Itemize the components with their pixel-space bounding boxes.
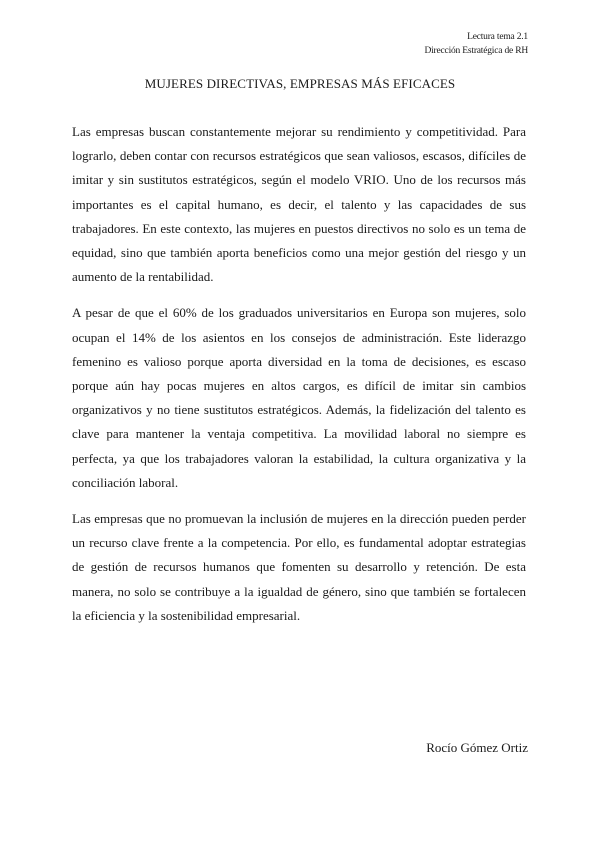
document-body <box>72 120 526 640</box>
header-course-line: Lectura tema 2.1 <box>467 32 528 42</box>
paragraph-3: Las empresas que no promuevan la inclusión de mujeres en la dirección pueden perder un recurso clave frente a la competencia. Por ello, es fundamental adoptar estrategias de gestión de recursos humanos que fomenten su desarrollo y retención. De esta manera, no solo se contribuye a la igualdad de género, sino que también se fortalecen la eficiencia y la sostenibilidad empresarial. <box>72 511 526 623</box>
page-header <box>424 30 528 58</box>
header-subject-line: Dirección Estratégica de RH <box>424 46 528 56</box>
paragraph-2: A pesar de que el 60% de los graduados universitarios en Europa son mujeres, solo ocupan el 14% de los asientos en los consejos de administración. Este liderazgo femenino es valioso porque aporta diversidad en la toma de decisiones, es escaso porque aún hay pocas mujeres en altos cargos, es difícil de imitar sin cambios organizativos y no tiene sustitutos estratégicos. Además, la fidelización del talento es clave para mantener la ventaja competitiva. La movilidad laboral no siempre es perfecta, ya que los trabajadores valoran la estabilidad, la cultura organizativa y la conciliación laboral. <box>72 305 526 490</box>
author-signature: Rocío Gómez Ortiz <box>426 740 528 755</box>
document-title: MUJERES DIRECTIVAS, EMPRESAS MÁS EFICACES <box>144 76 456 91</box>
paragraph-1: Las empresas buscan constantemente mejorar su rendimiento y competitividad. Para lograrlo, deben contar con recursos estratégicos que sean valiosos, escasos, difíciles de imitar y sin sustitutos estratégicos, según el modelo VRIO. Uno de los recursos más importantes es el capital humano, es decir, el talento y las capacidades de sus trabajadores. En este contexto, las mujeres en puestos directivos no solo es un tema de equidad, sino que también aporta beneficios como una mejor gestión del riesgo y un aumento de la rentabilidad. <box>72 124 526 285</box>
